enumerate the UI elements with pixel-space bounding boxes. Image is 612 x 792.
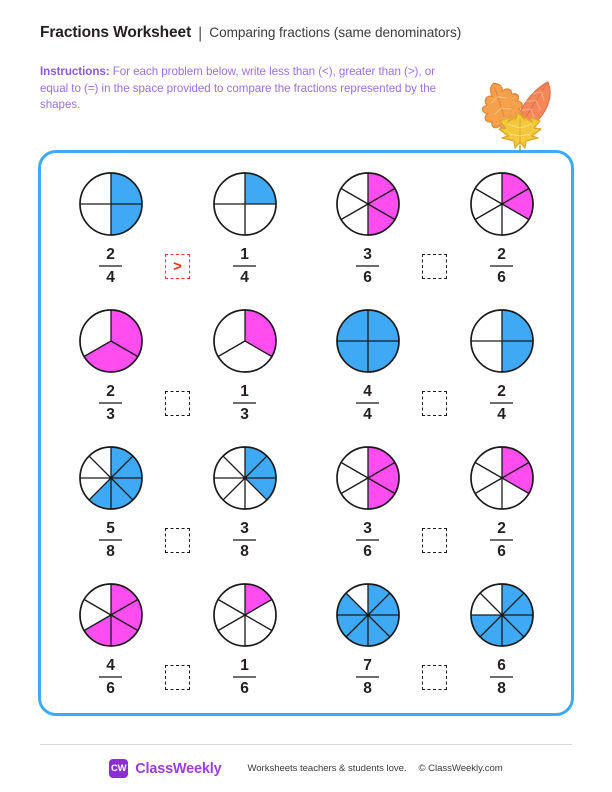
fraction-bar xyxy=(356,676,379,678)
values-row xyxy=(70,521,286,560)
answer-input-box[interactable] xyxy=(165,665,190,690)
fraction-denominator: 4 xyxy=(363,406,372,423)
fraction-label-right xyxy=(461,384,543,423)
fraction-numerator: 2 xyxy=(106,382,115,400)
shapes-row xyxy=(70,581,286,649)
answer-input-box[interactable] xyxy=(422,528,447,553)
left-shape-cell xyxy=(70,444,152,512)
page-title xyxy=(40,24,572,42)
right-shape-cell xyxy=(204,170,286,238)
left-shape-cell xyxy=(327,581,409,649)
answer-input-box[interactable] xyxy=(422,665,447,690)
classweekly-logo-icon: CW xyxy=(109,759,128,778)
shapes-row xyxy=(70,444,286,512)
problem-5 xyxy=(49,433,306,570)
fraction-circle-right xyxy=(468,581,536,649)
values-row xyxy=(327,384,543,423)
fraction-circle-right xyxy=(468,170,536,238)
right-shape-cell xyxy=(461,444,543,512)
fraction-numerator: 2 xyxy=(497,382,506,400)
fraction-denominator: 6 xyxy=(240,680,249,697)
problem-3 xyxy=(49,296,306,433)
fraction-label-right xyxy=(204,521,286,560)
problem-4 xyxy=(306,296,563,433)
fraction-circle-right xyxy=(211,170,279,238)
right-shape-cell xyxy=(461,581,543,649)
instructions xyxy=(40,64,458,114)
problem-6 xyxy=(306,433,563,570)
fraction-bar xyxy=(233,402,256,404)
fraction-label-left xyxy=(70,247,152,286)
fraction-denominator: 3 xyxy=(106,406,115,423)
fraction-label-left xyxy=(327,521,409,560)
fraction-label-right xyxy=(461,658,543,697)
footer-divider xyxy=(40,744,572,745)
fraction-numerator: 3 xyxy=(363,245,372,263)
fraction-label-left xyxy=(327,658,409,697)
fraction-numerator: 1 xyxy=(240,656,249,674)
fraction-label-left xyxy=(70,521,152,560)
shapes-row xyxy=(327,444,543,512)
shapes-row xyxy=(70,170,286,238)
fraction-bar xyxy=(99,676,122,678)
fraction-denominator: 4 xyxy=(497,406,506,423)
footer-tagline: Worksheets teachers & students love. xyxy=(247,763,407,774)
fraction-numerator: 4 xyxy=(106,656,115,674)
fraction-denominator: 4 xyxy=(106,269,115,286)
fraction-circle-right xyxy=(468,444,536,512)
fraction-denominator: 4 xyxy=(240,269,249,286)
answer-input-box[interactable] xyxy=(165,528,190,553)
fraction-bar xyxy=(233,265,256,267)
fraction-numerator: 1 xyxy=(240,245,249,263)
fraction-denominator: 8 xyxy=(240,543,249,560)
values-row xyxy=(70,384,286,423)
fraction-circle-left xyxy=(77,444,145,512)
right-shape-cell xyxy=(204,581,286,649)
worksheet-header xyxy=(40,24,572,114)
shapes-row xyxy=(327,170,543,238)
fraction-circle-left xyxy=(334,581,402,649)
fraction-label-right xyxy=(461,521,543,560)
fraction-label-right xyxy=(461,247,543,286)
problem-1 xyxy=(49,159,306,296)
fraction-bar xyxy=(356,265,379,267)
problem-2 xyxy=(306,159,563,296)
fraction-circle-left xyxy=(334,170,402,238)
fraction-numerator: 4 xyxy=(363,382,372,400)
shapes-row xyxy=(327,307,543,375)
fraction-denominator: 6 xyxy=(106,680,115,697)
fraction-bar xyxy=(233,676,256,678)
problem-7 xyxy=(49,570,306,707)
shapes-row xyxy=(70,307,286,375)
values-row xyxy=(70,658,286,697)
fraction-label-left xyxy=(70,658,152,697)
fraction-label-left xyxy=(70,384,152,423)
answer-wrapper xyxy=(409,391,461,416)
fraction-denominator: 6 xyxy=(497,543,506,560)
fraction-denominator: 6 xyxy=(497,269,506,286)
fraction-denominator: 8 xyxy=(363,680,372,697)
problem-8 xyxy=(306,570,563,707)
fraction-label-right xyxy=(204,658,286,697)
fraction-circle-left xyxy=(334,307,402,375)
right-shape-cell xyxy=(461,170,543,238)
instructions-text: For each problem below, write less than (<), greater than (>), or equal to (=) in the space provided to compare the fractions represented by the shapes. xyxy=(40,65,437,111)
title-subtitle: Comparing fractions (same denominators) xyxy=(209,25,462,40)
fraction-numerator: 3 xyxy=(363,519,372,537)
right-shape-cell xyxy=(461,307,543,375)
fraction-bar xyxy=(356,539,379,541)
fraction-label-right xyxy=(204,247,286,286)
fraction-bar xyxy=(99,539,122,541)
fraction-bar xyxy=(356,402,379,404)
right-shape-cell xyxy=(204,444,286,512)
fraction-bar xyxy=(99,402,122,404)
problems-panel xyxy=(38,150,574,716)
fraction-denominator: 8 xyxy=(106,543,115,560)
fraction-numerator: 1 xyxy=(240,382,249,400)
fraction-label-left xyxy=(327,247,409,286)
fraction-numerator: 3 xyxy=(240,519,249,537)
worksheet-footer xyxy=(40,744,572,778)
left-shape-cell xyxy=(70,307,152,375)
answer-wrapper xyxy=(152,254,204,279)
left-shape-cell xyxy=(327,170,409,238)
fraction-bar xyxy=(99,265,122,267)
answer-wrapper xyxy=(152,665,204,690)
title-main: Fractions Worksheet xyxy=(40,24,192,41)
fraction-circle-left xyxy=(77,581,145,649)
fraction-circle-left xyxy=(77,307,145,375)
fraction-circle-right xyxy=(468,307,536,375)
values-row xyxy=(327,521,543,560)
fraction-numerator: 2 xyxy=(497,519,506,537)
answer-wrapper xyxy=(409,665,461,690)
fraction-bar xyxy=(490,265,513,267)
fraction-circle-right xyxy=(211,581,279,649)
fraction-denominator: 6 xyxy=(363,543,372,560)
footer-copyright: © ClassWeekly.com xyxy=(418,763,503,774)
title-separator: | xyxy=(198,25,203,42)
answer-input-box[interactable] xyxy=(422,254,447,279)
right-shape-cell xyxy=(204,307,286,375)
left-shape-cell xyxy=(70,581,152,649)
fraction-denominator: 8 xyxy=(497,680,506,697)
answer-wrapper xyxy=(409,254,461,279)
answer-input-box[interactable] xyxy=(422,391,447,416)
answer-wrapper xyxy=(152,528,204,553)
fraction-numerator: 5 xyxy=(106,519,115,537)
answer-input-box[interactable] xyxy=(165,391,190,416)
fraction-bar xyxy=(233,539,256,541)
fraction-bar xyxy=(490,402,513,404)
fraction-numerator: 2 xyxy=(106,245,115,263)
fraction-circle-right xyxy=(211,307,279,375)
left-shape-cell xyxy=(327,307,409,375)
fraction-circle-left xyxy=(77,170,145,238)
fraction-bar xyxy=(490,676,513,678)
fraction-numerator: 6 xyxy=(497,656,506,674)
left-shape-cell xyxy=(327,444,409,512)
problems-grid xyxy=(41,153,571,713)
instructions-label: Instructions: xyxy=(40,65,110,78)
fraction-bar xyxy=(490,539,513,541)
fraction-numerator: 7 xyxy=(363,656,372,674)
fraction-circle-left xyxy=(334,444,402,512)
answer-input-box[interactable]: > xyxy=(165,254,190,279)
values-row xyxy=(70,247,286,286)
answer-wrapper xyxy=(409,528,461,553)
fraction-denominator: 3 xyxy=(240,406,249,423)
fraction-label-right xyxy=(204,384,286,423)
fraction-numerator: 2 xyxy=(497,245,506,263)
values-row xyxy=(327,247,543,286)
fraction-circle-right xyxy=(211,444,279,512)
fraction-label-left xyxy=(327,384,409,423)
left-shape-cell xyxy=(70,170,152,238)
fraction-denominator: 6 xyxy=(363,269,372,286)
values-row xyxy=(327,658,543,697)
shapes-row xyxy=(327,581,543,649)
brand-name: ClassWeekly xyxy=(135,760,222,777)
answer-wrapper xyxy=(152,391,204,416)
